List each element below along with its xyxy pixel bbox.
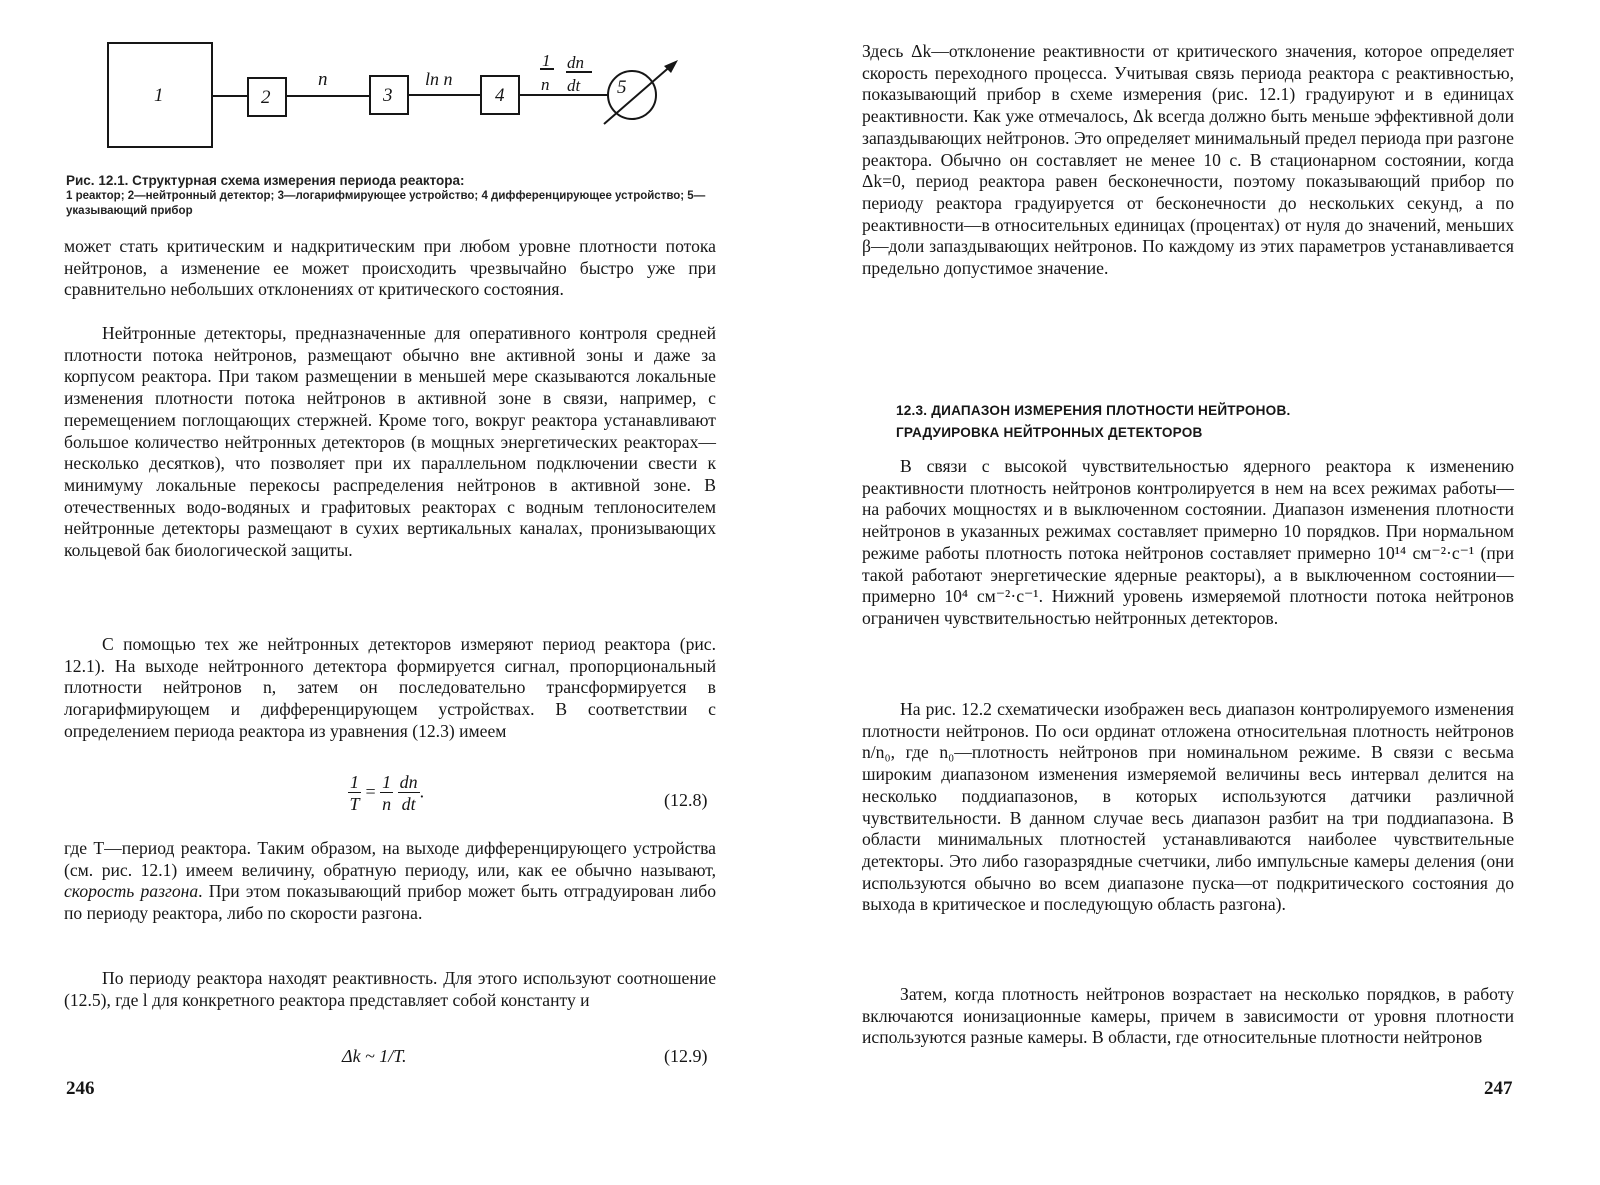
left-paragraph-1: может стать критическим и надкритическим при любом уровне плотности потока нейтронов, а изменение ее может происходить чрезвычайно быстро уже при сравнительно небольших отклонениях от критического состояния. bbox=[64, 236, 716, 300]
left-paragraph-2: Нейтронные детекторы, предназначенные для оперативного контроля средней плотности потока нейтронов, размещают обычно вне активной зоны и даже за корпусом реактора. При таком размещении в меньшей мере сказываются локальные изменения плотности потока нейтронов в активной зоне в связи, например, с перемещением поглощающих стержней. Кроме того, вокруг реактора устанавливают большое количество нейтронных детекторов (в мощных энергетических реакторах—несколько десятков), что позволяет при их параллельном подключении свести к минимуму локальные перекосы распределения нейтронов в активной зоне. В отечественных водо-водяных и графитовых реакторах с водным теплоносителем нейтронные детекторы размещают в сухих вертикальных каналах, пронизывающих кольцевой бак биологической защиты. bbox=[64, 323, 716, 561]
signal-deriv-dden: dt bbox=[567, 76, 581, 95]
left-paragraph-4 bbox=[64, 838, 716, 925]
section-heading-line-1: 12.3. ДИАПАЗОН ИЗМЕРЕНИЯ ПЛОТНОСТИ НЕЙТРОНОВ. bbox=[896, 403, 1291, 418]
page-number-left: 246 bbox=[66, 1078, 95, 1099]
signal-deriv-num: 1 bbox=[542, 51, 551, 70]
block-1-label: 1 bbox=[154, 85, 164, 106]
block-indicator bbox=[608, 71, 656, 119]
signal-n-label: n bbox=[318, 69, 328, 90]
caption-title: Рис. 12.1. Структурная схема измерения периода реактора: bbox=[66, 173, 465, 188]
eq1-lhs-num: 1 bbox=[350, 772, 359, 792]
equation-12-8: $\frac{1}{T}$ = $\frac{1}{n}$ $\frac{dn}{dt}$ . bbox=[349, 772, 425, 814]
caption-text: 1 реактор; 2—нейтронный детектор; 3—логарифмирующее устройство; 4 дифференцирующее устройство; 5—указывающий прибор bbox=[66, 190, 706, 217]
eq1-tail: . bbox=[419, 781, 425, 802]
block-3-label: 3 bbox=[383, 85, 393, 106]
signal-deriv-den: n bbox=[541, 75, 550, 94]
block-2-label: 2 bbox=[261, 87, 271, 108]
figure-caption bbox=[66, 172, 721, 218]
eq1-rhs-num1: 1 bbox=[382, 772, 392, 792]
page-number-right: 247 bbox=[1484, 1078, 1513, 1099]
right-paragraph-2: В связи с высокой чувствительностью ядерного реактора к изменению реактивности плотность нейтронов контролируется в нем на всех режимах работы—на рабочих мощностях и в выключенном состоянии. Диапазон изменения плотности нейтронов в указанных режимах составляет примерно 10 порядков. При нормальном режиме работы плотность потока нейтронов составляет примерно 10¹⁴ см⁻²·с⁻¹ (при такой работают энергетические ядерные реакторы), а в выключенном состоянии—примерно 10⁴ см⁻²·с⁻¹. Нижний уровень измеряемой плотности потока нейтронов ограничен чувствительностью нейтронных детекторов. bbox=[862, 456, 1514, 628]
p4-italic-term: скорость разгона bbox=[64, 881, 199, 902]
equation-12-9: Δk ~ 1/T. bbox=[342, 1046, 407, 1066]
indicator-arrow-shaft bbox=[604, 64, 673, 124]
equation-12-9-number: (12.9) bbox=[664, 1046, 708, 1066]
block-5-label: 5 bbox=[617, 77, 627, 98]
right-paragraph-1: Здесь Δk—отклонение реактивности от критического значения, которое определяет скорость переходного процесса. Учитывая связь периода реактора с реактивностью, показывающий прибор в схеме измерения (рис. 12.1) градуируют и в единицах реактивности. Как уже отмечалось, Δk всегда должно быть меньше эффективной доли запаздывающих нейтронов. Это определяет минимальный предел периода при разгоне реактора. Обычно он составляет не менее 10 с. В стационарном состоянии, когда Δk=0, период реактора равен бесконечности, поэтому показывающий прибор по периоду реактора градуируется от бесконечности до нескольких секунд, а по реактивности—в относительных единицах (процентах) от нуля до значений, меньших β—доли запаздывающих нейтронов. По каждому из этих параметров устанавливается предельно допустимое значение. bbox=[862, 41, 1514, 279]
block-4-label: 4 bbox=[495, 85, 505, 106]
eq1-rhs-den1: n bbox=[382, 794, 392, 814]
section-heading bbox=[896, 400, 1516, 444]
p4-text-before: где T—период реактора. Таким образом, на выходе дифференцирующего устройства (см. рис. 12.1) имеем величину, обратную периоду, или, как ее обычно называют, bbox=[64, 838, 716, 880]
equation-12-8-number: (12.8) bbox=[664, 790, 708, 810]
left-paragraph-5: По периоду реактора находят реактивность. Для этого используют соотношение (12.5), где l для конкретного реактора представляет собой константу и bbox=[64, 968, 716, 1010]
signal-deriv-dnum: dn bbox=[567, 53, 584, 72]
right-paragraph-3: На рис. 12.2 схематически изображен весь диапазон контролируемого изменения плотности нейтронов. По оси ординат отложена относительная плотность нейтронов n/n₀, где n₀—плотность нейтронов при номинальном режиме. В связи с весьма широким диапазоном изменения измеряемой величины весь интервал делится на несколько поддиапазонов, в которых используются датчики различной чувствительности. В данном случае весь диапазон разбит на три поддиапазона. В области минимальных плотностей устанавливаются наиболее чувствительные детекторы. Это либо газоразрядные счетчики, либо импульсные камеры деления (они используются обычно во всем диапазоне пуска—от подкритического состояния до выхода в критическое и последующую область разгона). bbox=[862, 699, 1514, 915]
right-paragraph-4: Затем, когда плотность нейтронов возрастает на несколько порядков, в работу включаются ионизационные камеры, причем в зависимости от уровня плотности используются разные камеры. В области, где относительные плотности нейтронов bbox=[862, 984, 1514, 1048]
p4-text-after: . При этом показывающий прибор может быть отградуирован либо по периоду реактора, либо по скорости разгона. bbox=[64, 881, 717, 924]
eq1-rhs-num2: dn bbox=[399, 772, 418, 792]
section-heading-line-2: ГРАДУИРОВКА НЕЙТРОННЫХ ДЕТЕКТОРОВ bbox=[896, 425, 1203, 440]
eq1-lhs-den: T bbox=[349, 794, 360, 814]
block-diagram bbox=[0, 0, 800, 170]
signal-lnn-label: ln n bbox=[425, 69, 453, 89]
left-paragraph-3: С помощью тех же нейтронных детекторов измеряют период реактора (рис. 12.1). На выходе нейтронного детектора формируется сигнал, пропорциональный плотности нейтронов n, затем он последовательно трансформируется в логарифмирующем и дифференцирующем устройствах. В соответствии с определением периода реактора из уравнения (12.3) имеем bbox=[64, 634, 716, 741]
eq1-rhs-den2: dt bbox=[401, 794, 416, 814]
